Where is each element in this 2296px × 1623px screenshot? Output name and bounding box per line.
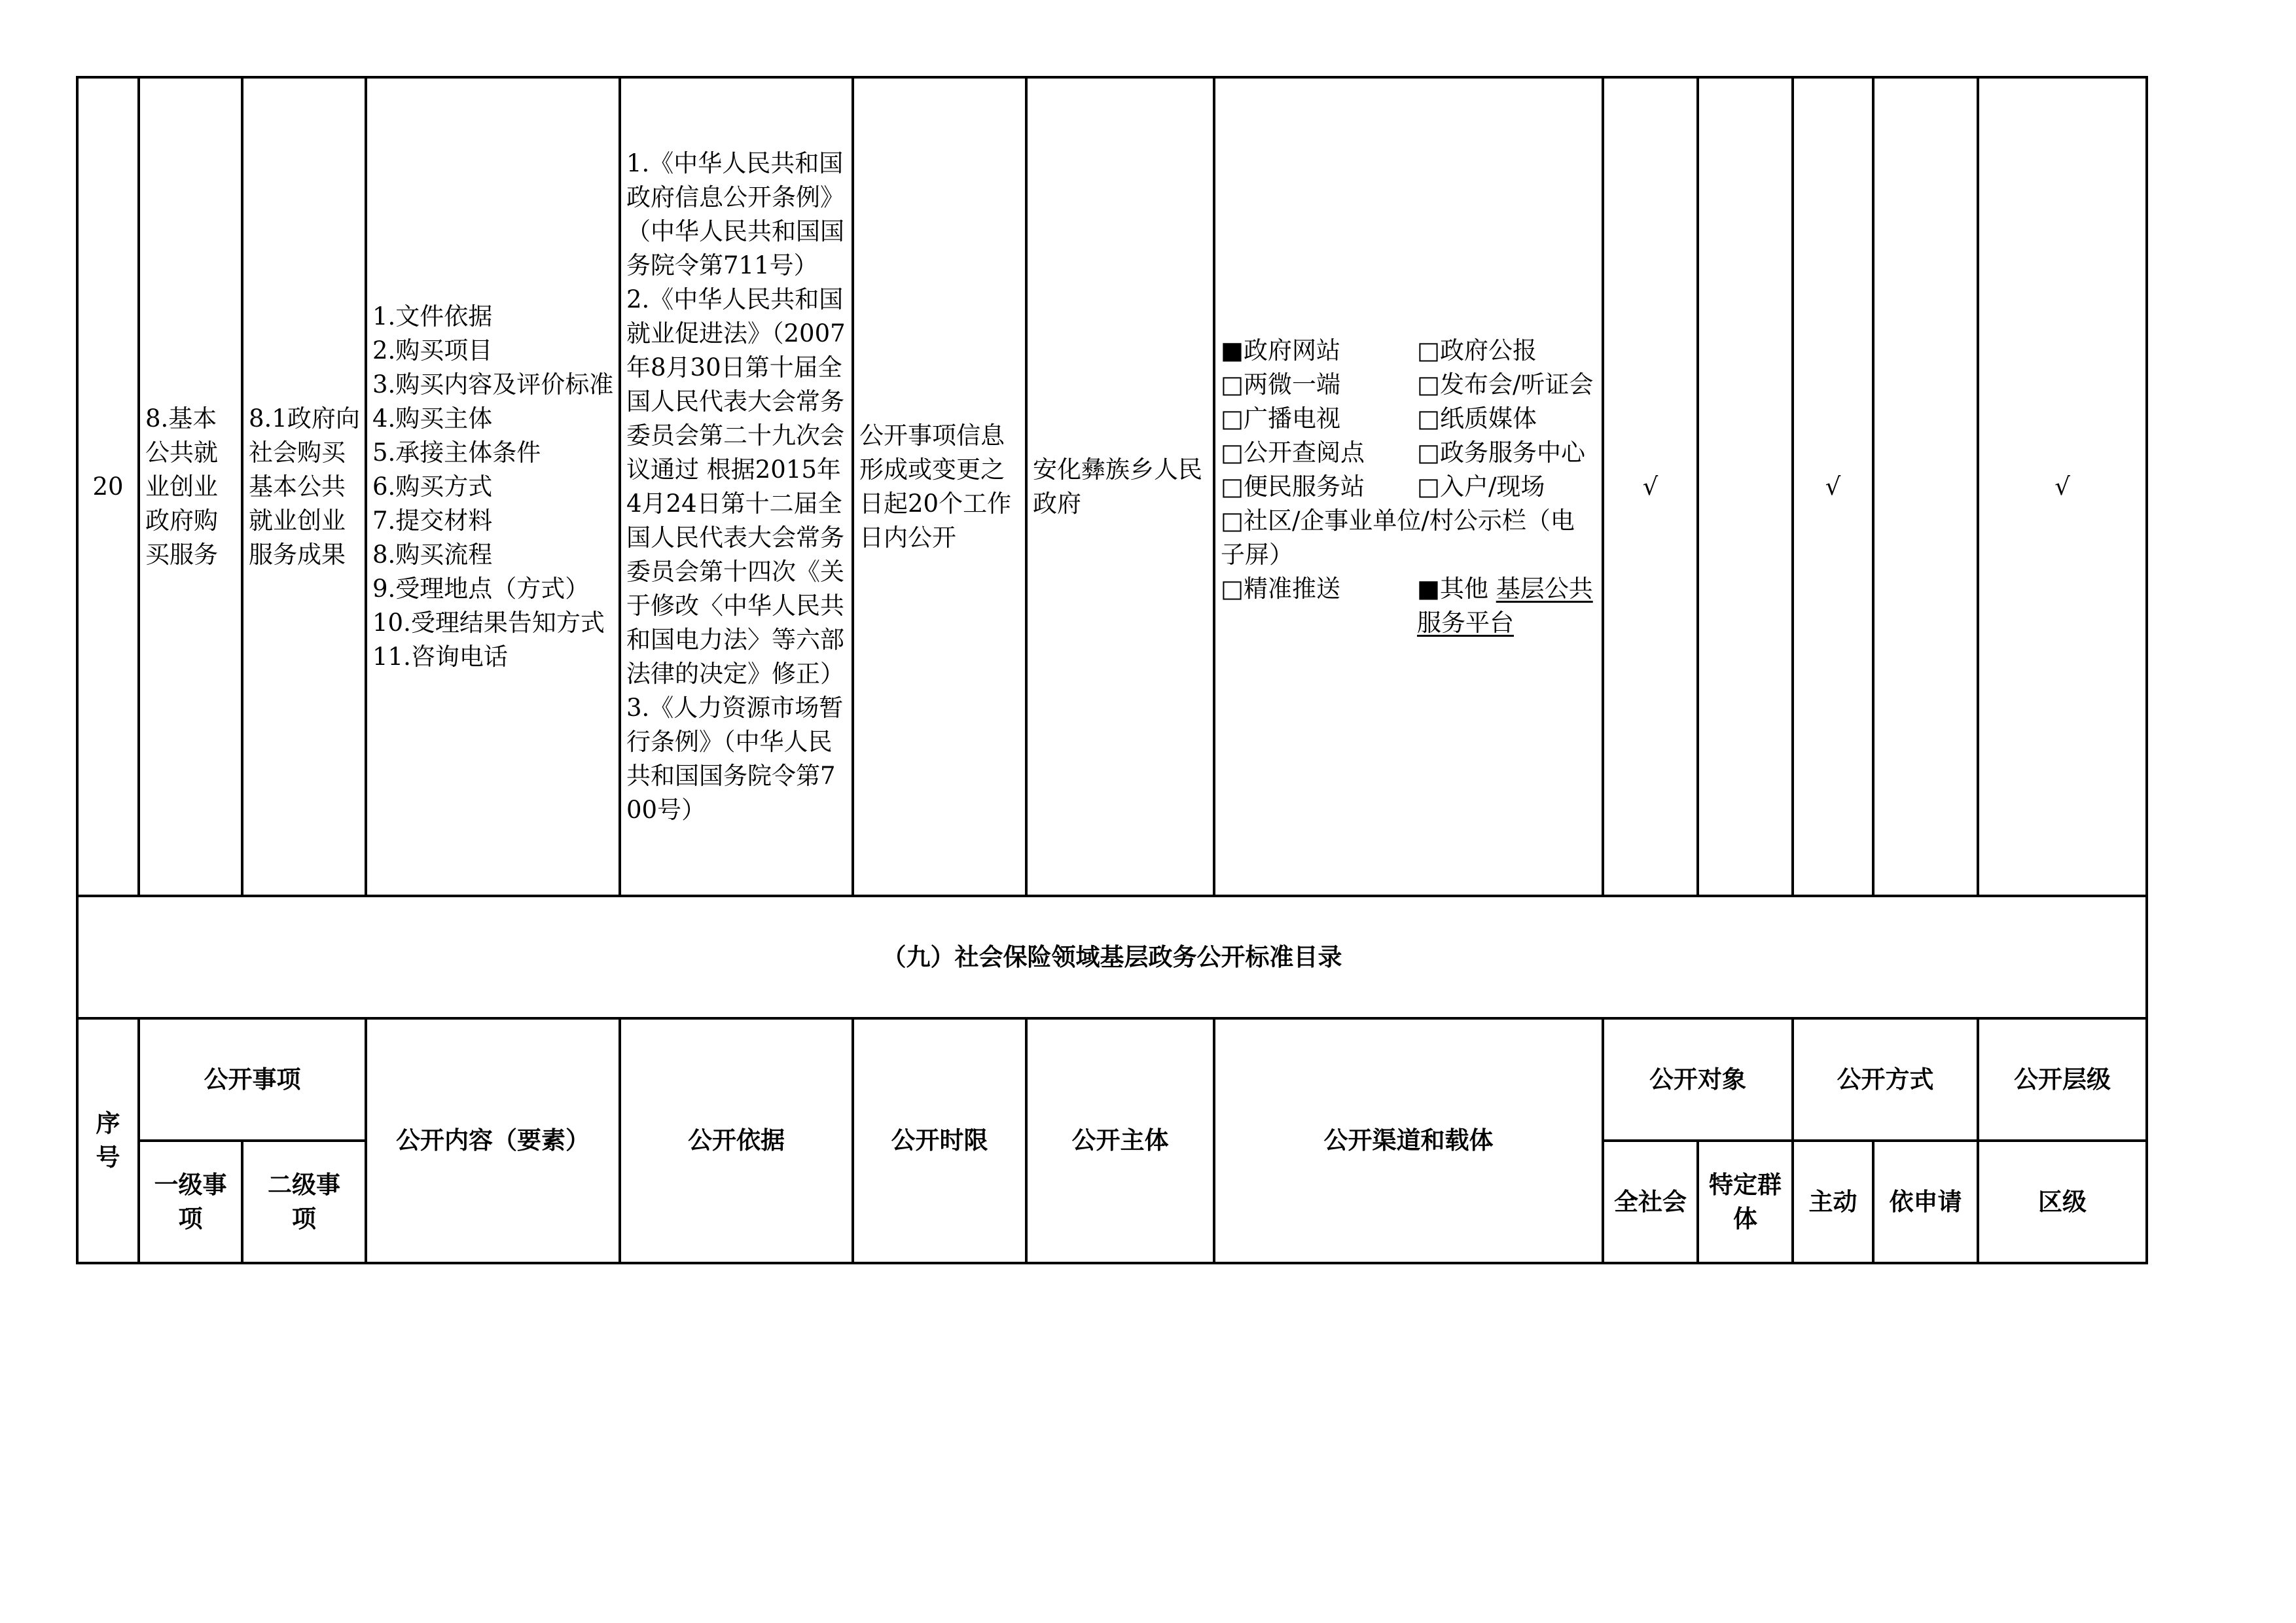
- content-item: 5.承接主体条件: [372, 438, 541, 467]
- channel-option: □政务服务中心: [1417, 438, 1585, 467]
- channel-option: □社区/企事业单位/村公示栏（电子屏）: [1221, 506, 1575, 569]
- channel-option: □发布会/听证会: [1417, 370, 1594, 399]
- header-channel: 公开渠道和载体: [1214, 1018, 1603, 1263]
- channel-line: [1221, 402, 1598, 436]
- header-time-limit: 公开时限: [853, 1018, 1026, 1263]
- header-method: 公开方式: [1793, 1018, 1978, 1141]
- header-level: 公开层级: [1978, 1018, 2147, 1141]
- mark-all-society: √: [1603, 77, 1698, 896]
- channel-line: [1221, 572, 1598, 640]
- channel-cell: [1214, 77, 1603, 896]
- channel-other-prefix: ■其他: [1417, 574, 1488, 603]
- header-level2: 二级事项: [242, 1141, 366, 1263]
- header-row: [77, 1018, 2147, 1141]
- content-item: 8.购买流程: [372, 540, 493, 569]
- mark-proactive: √: [1793, 77, 1873, 896]
- header-audience: 公开对象: [1603, 1018, 1793, 1141]
- content-item: 1.文件依据: [372, 302, 493, 330]
- basis-cell: [620, 77, 853, 896]
- content-item: 7.提交材料: [372, 506, 493, 535]
- content-item: 4.购买主体: [372, 404, 493, 433]
- channel-line: [1221, 368, 1598, 402]
- channel-option: □纸质媒体: [1417, 404, 1537, 433]
- section-title: （九）社会保险领域基层政务公开标准目录: [77, 896, 2147, 1018]
- content-item: 9.受理地点（方式）: [372, 574, 590, 603]
- header-content: 公开内容（要素）: [366, 1018, 620, 1263]
- content-item: 10.受理结果告知方式: [372, 608, 605, 637]
- channel-option: □广播电视: [1221, 404, 1340, 433]
- header-matter: 公开事项: [139, 1018, 366, 1141]
- basis-item: 3.《人力资源市场暂行条例》（中华人民共和国国务院令第700号）: [626, 693, 844, 824]
- table-row: [77, 77, 2147, 896]
- level2-cell: 8.1政府向社会购买基本公共就业创业服务成果: [242, 77, 366, 896]
- header-specific-group: 特定群体: [1698, 1141, 1793, 1263]
- channel-line: [1221, 470, 1598, 504]
- channel-option: □公开查阅点: [1221, 438, 1365, 467]
- content-cell: [366, 77, 620, 896]
- header-subject: 公开主体: [1026, 1018, 1214, 1263]
- mark-district: √: [1978, 77, 2147, 896]
- basis-item: 2.《中华人民共和国就业促进法》（2007年8月30日第十届全国人民代表大会常务委员会第二十九次会议通过 根据2015年4月24日第十二届全国人民代表大会常务委员会第十四次《关于修改〈中华人民共和国电力法〉等六部法律的决定》修正）: [626, 285, 846, 688]
- header-on-request: 依申请: [1873, 1141, 1978, 1263]
- seq-cell: 20: [77, 77, 139, 896]
- content-item: 6.购买方式: [372, 472, 493, 501]
- mark-on-request: [1873, 77, 1978, 896]
- content-item: 3.购买内容及评价标准: [372, 370, 614, 399]
- disclosure-table: [76, 76, 2148, 1264]
- time-limit-cell: 公开事项信息形成或变更之日起20个工作日内公开: [853, 77, 1026, 896]
- header-basis: 公开依据: [620, 1018, 853, 1263]
- header-all-society: 全社会: [1603, 1141, 1698, 1263]
- channel-option-other: [1417, 572, 1598, 640]
- channel-option: □政府公报: [1417, 336, 1537, 365]
- channel-option: □两微一端: [1221, 370, 1340, 399]
- content-item: 11.咨询电话: [372, 642, 508, 671]
- basis-item: 1.《中华人民共和国政府信息公开条例》（中华人民共和国国务院令第711号）: [626, 149, 844, 279]
- mark-specific-group: [1698, 77, 1793, 896]
- header-level1: 一级事项: [139, 1141, 242, 1263]
- header-district: 区级: [1978, 1141, 2147, 1263]
- channel-line: [1221, 436, 1598, 470]
- channel-line: [1221, 334, 1598, 368]
- header-seq: 序号: [77, 1018, 139, 1263]
- channel-option: □入户/现场: [1417, 472, 1545, 501]
- section-title-row: [77, 896, 2147, 1018]
- header-proactive: 主动: [1793, 1141, 1873, 1263]
- channel-option: □便民服务站: [1221, 472, 1365, 501]
- channel-option: ■政府网站: [1221, 336, 1340, 365]
- content-item: 2.购买项目: [372, 336, 493, 365]
- subject-cell: 安化彝族乡人民政府: [1026, 77, 1214, 896]
- level1-cell: 8.基本公共就业创业政府购买服务: [139, 77, 242, 896]
- channel-other-underlined: 基层公共服务平台: [1417, 574, 1593, 637]
- channel-option: □精准推送: [1221, 574, 1340, 603]
